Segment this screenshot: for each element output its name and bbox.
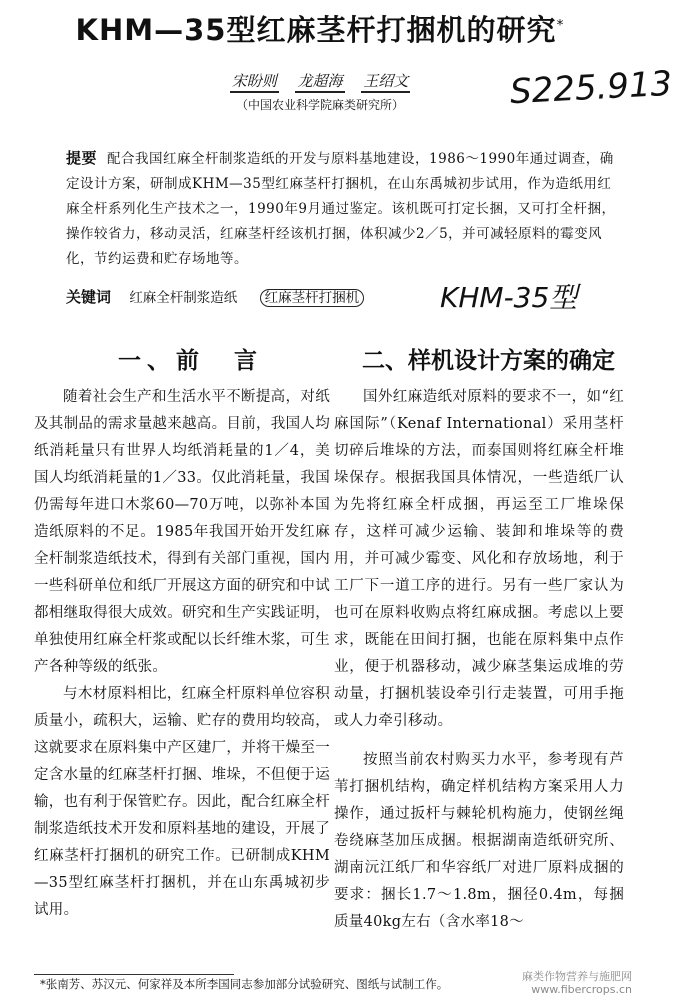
paragraph: 随着社会生产和生活水平不断提高，对纸及其制品的需求量越来越高。目前，我国人均纸消耗量只有世界人均纸消耗量的1／4，美国人均纸消耗量的1／33。仅此消耗量，我国仍需每年进口木浆60—70万吨，以弥补本国造纸原料的不足。1985年我国开始开发红麻全杆制浆造纸技术，得到有关部门重视，国内一些科研单位和纸厂开展这方面的研究和中试都相继取得很大成效。研究和生产实践证明，单独使用红麻全杆浆或配以长纤维木浆，可生产各种等级的纸张。 xyxy=(34,389,330,675)
keyword-1: 红麻全杆制浆造纸 xyxy=(129,290,238,306)
abstract xyxy=(66,146,618,272)
handwritten-class-number: S225.913 xyxy=(509,63,673,113)
watermark-url: www.fibercrops.cn xyxy=(531,983,632,996)
footnote: *张南芳、苏汉元、何家祥及本所李国同志参加部分试验研究、图纸与试制工作。 xyxy=(40,977,449,991)
keyword-2: 红麻茎杆打捆机 xyxy=(260,289,365,307)
paragraph: 国外红麻造纸对原料的要求不一，如“红麻国际”（Kenaf International）采用茎杆切碎后堆垛的方法，而泰国则将红麻全杆堆垛保存。根据我国具体情况，一些造纸厂认为先将红麻全杆成捆，再运至工厂堆垛保存，这样可减少运输、装卸和堆垛等的费用，并可减少霉变、风化和存放场地，利于工厂下一道工序的进行。另有一些厂家认为也可在原料收购点将红麻成捆。考虑以上要求，既能在田间打捆，也能在原料集中点作业，便于机器移动，减少麻茎集运成堆的劳动量，打捆机装设牵引行走装置，可用手拖或人力牵引移动。 xyxy=(334,389,624,729)
author-1: 宋盼则 xyxy=(230,70,279,93)
title-footnote-mark: * xyxy=(556,17,565,34)
paragraph-gap xyxy=(334,735,624,747)
right-column xyxy=(334,384,624,936)
paragraph: 按照当前农村购买力水平，参考现有芦苇打捆机结构，确定样机结构方案采用人力操作，通过扳杆与棘轮机构施力，使钢丝绳卷绕麻茎加压成捆。根据湖南造纸研究所、湖南沅江纸厂和华容纸厂对进厂原料成捆的要求：捆长1.7～1.8m，捆径0.4m，每捆质量40kg左右（含水率18～ xyxy=(334,752,624,930)
section-2-title: 二、样机设计方案的确定 xyxy=(362,348,615,374)
author-2: 龙超海 xyxy=(295,70,344,93)
left-column xyxy=(34,384,330,924)
site-watermark xyxy=(522,970,632,996)
author-3: 王绍文 xyxy=(361,70,410,93)
section-1-title: 一、前 言 xyxy=(118,348,263,374)
abstract-text: 配合我国红麻全杆制浆造纸的开发与原料基地建设，1986～1990年通过调查，确定设计方案，研制成KHM—35型红麻茎杆打捆机，在山东禹城初步试用，作为造纸用红麻全杆系列化生产技术之一，1990年9月通过鉴定。该机既可打定长捆，又可打全杆捆，操作较省力，移动灵活，红麻茎杆经该机打捆，体积减少2／5，并可减轻原料的霉变风化，节约运费和贮存场地等。 xyxy=(66,151,616,267)
paper-title: KHM—35型红麻茎杆打捆机的研究* xyxy=(75,13,565,47)
watermark-title: 麻类作物营养与施肥网 xyxy=(522,970,632,983)
paragraph: 与木材原料相比，红麻全杆原料单位容积质量小，疏积大，运输、贮存的费用均较高，这就要求在原料集中产区建厂，并将干燥至一定含水量的红麻茎杆打捆、堆垛，不但便于运输，也有利于保管贮存。因此，配合红麻全杆制浆造纸技术开发和原料基地的建设，开展了红麻茎杆打捆机的研究工作。已研制成KHM—35型红麻茎杆打捆机，并在山东禹城初步试用。 xyxy=(34,686,330,918)
abstract-label: 提要 xyxy=(66,149,98,167)
keywords-label: 关键词 xyxy=(66,288,112,306)
handwritten-keyword: KHM-35型 xyxy=(440,281,578,314)
affiliation: （中国农业科学院麻类研究所） xyxy=(235,98,404,112)
footnote-rule xyxy=(34,974,234,975)
